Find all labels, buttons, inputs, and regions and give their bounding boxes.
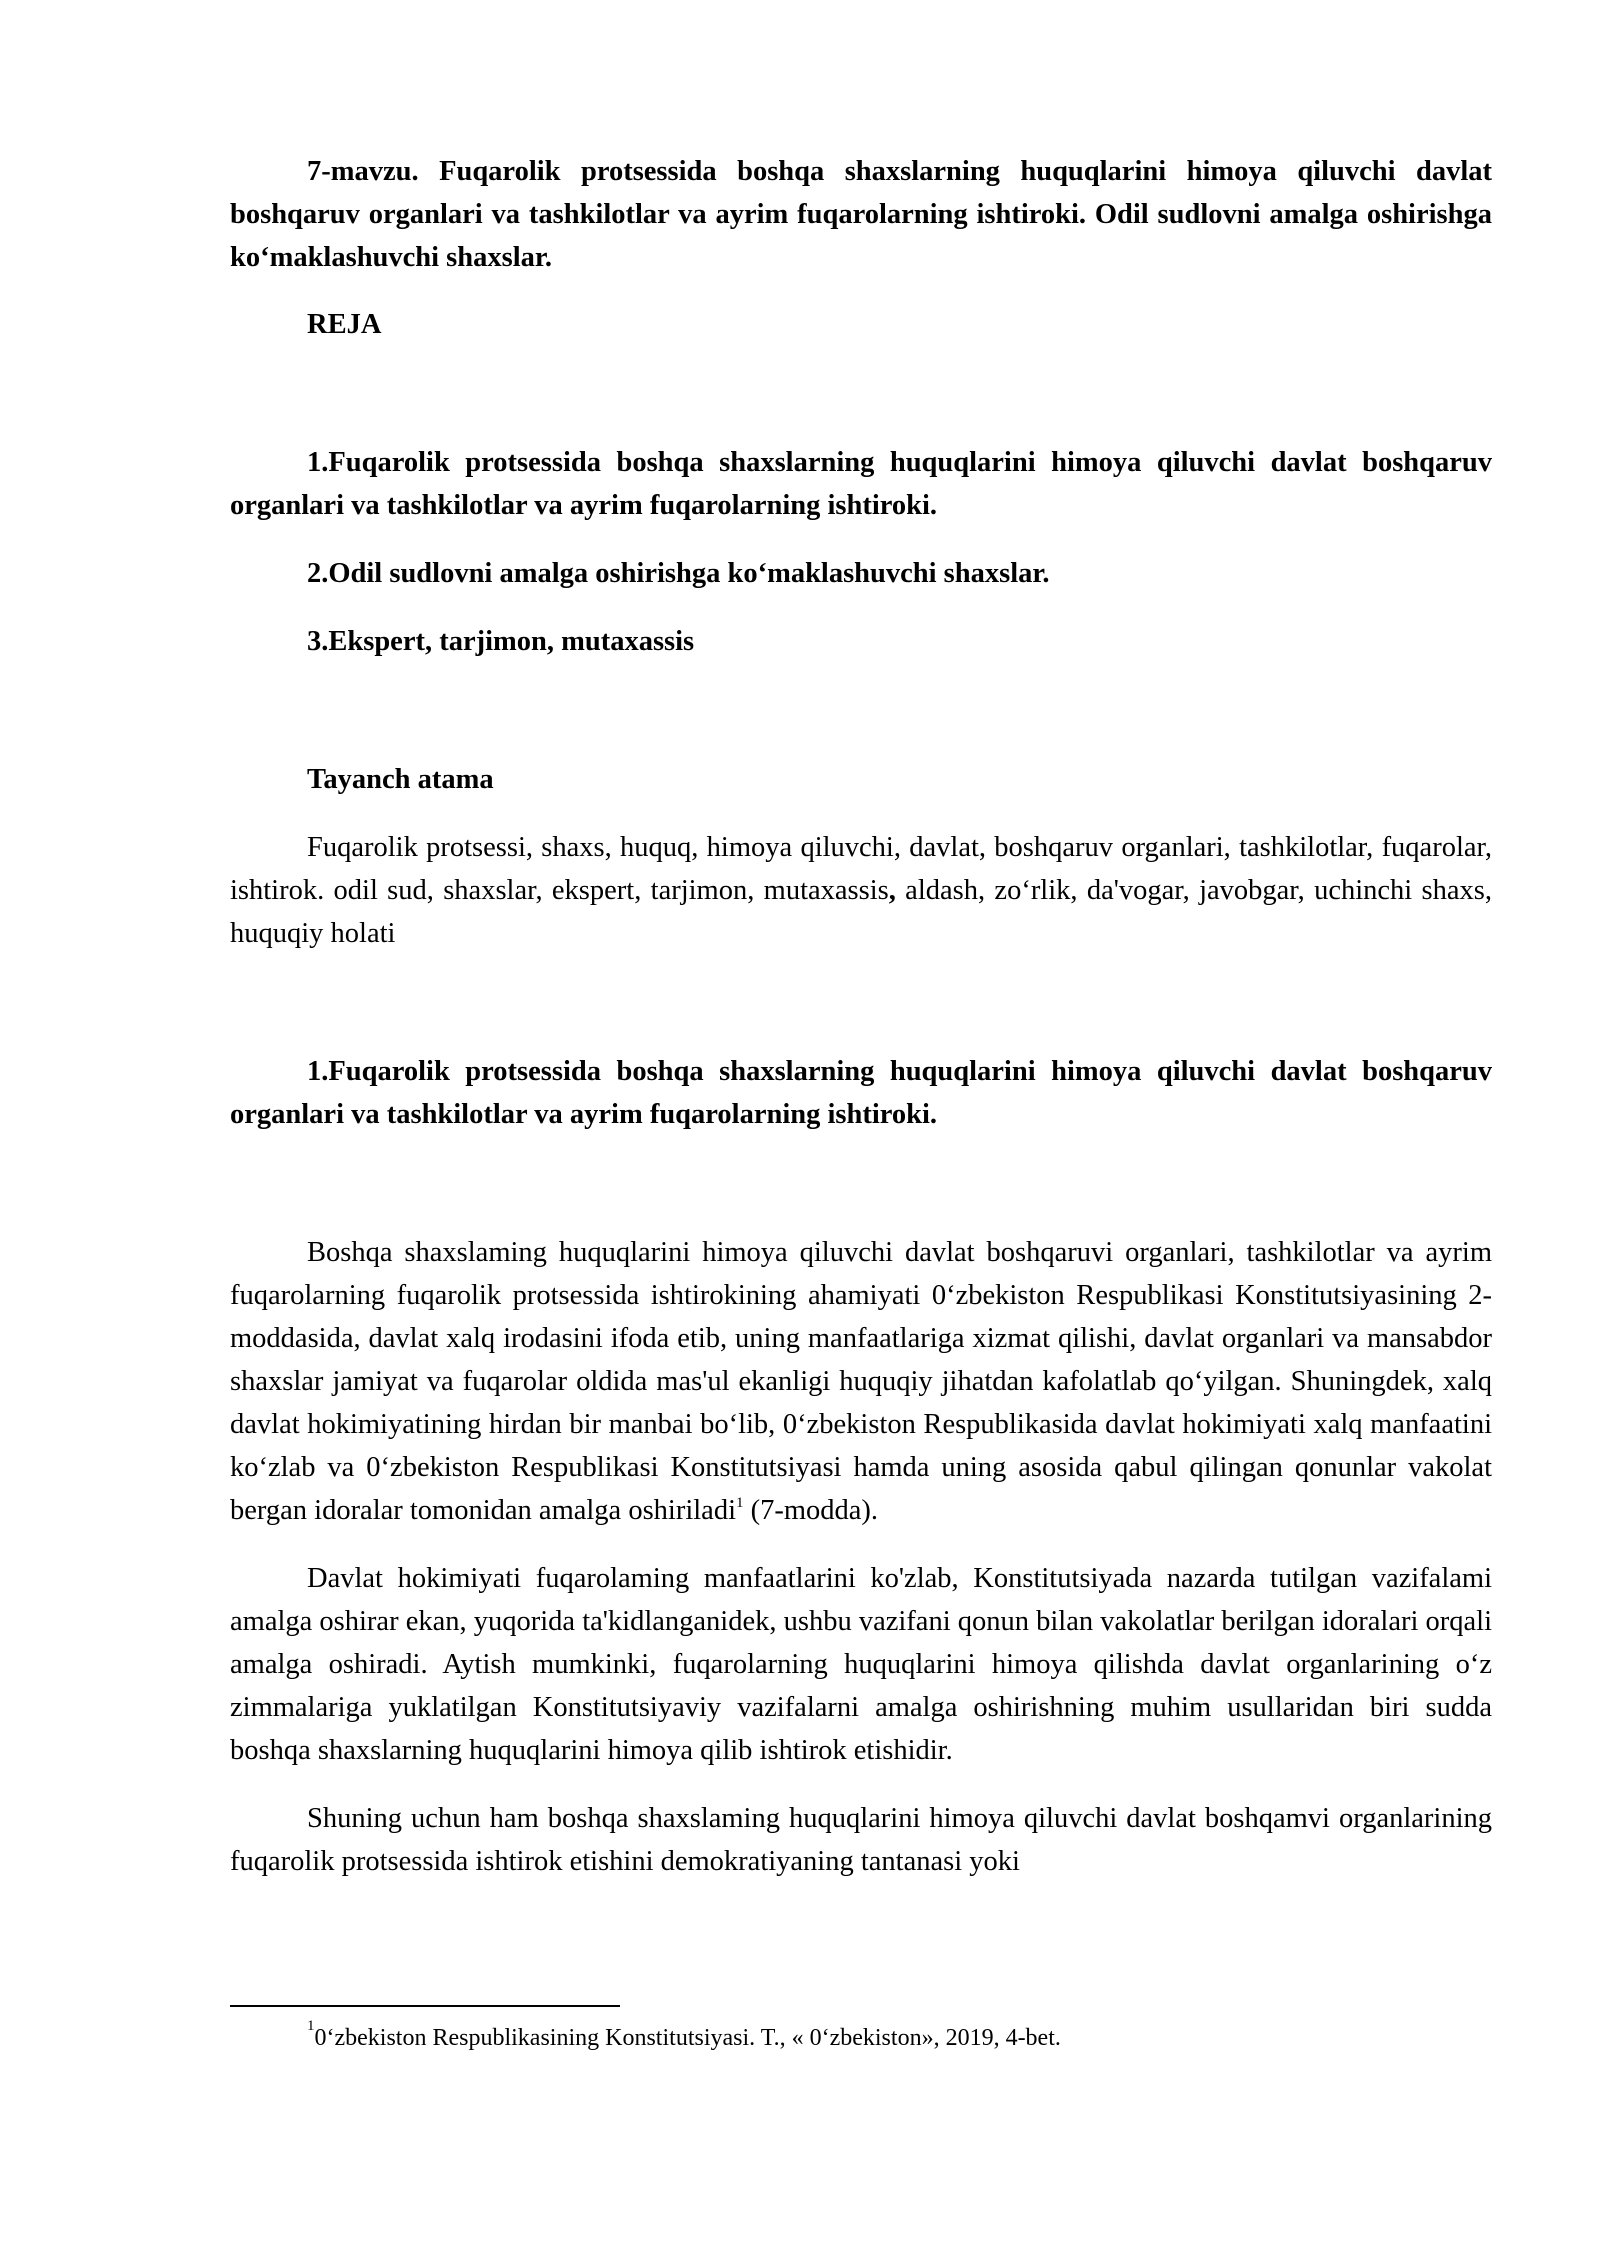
footnote-separator (230, 2005, 620, 2007)
paragraph-1-end: (7-modda). (743, 1495, 879, 1526)
plan-heading: REJA (307, 309, 382, 340)
section-heading: 1.Fuqarolik protsessida boshqa shaxslarning huquqlarini himoya qiluvchi davlat boshqaruv organlari va tashkilotlar va ayrim fuqarolarning ishtiroki. (230, 1056, 1492, 1130)
page-content (230, 150, 1492, 1883)
keywords-comma: , (888, 875, 896, 906)
plan-item-1: 1.Fuqarolik protsessida boshqa shaxslarning huquqlarini himoya qiluvchi davlat boshqaruv organlari va tashkilotlar va ayrim fuqarolarning ishtiroki. (230, 447, 1492, 521)
footnote (307, 2018, 1407, 2054)
body-paragraph-1 (230, 1231, 1492, 1532)
plan-item-3: 3.Ekspert, tarjimon, mutaxassis (307, 626, 695, 657)
body-paragraph-2: Davlat hokimiyati fuqarolaming manfaatlarini ko'zlab, Konstitutsiyada nazarda tutilgan vazifalami amalga oshirar ekan, yuqorida ta'kidlanganidek, ushbu vazifani qonun bilan vakolatlar berilgan idoralari orqali amalga oshiradi. Aytish mumkinki, fuqarolarning huquqlarini himoya qilishda davlat organlarining o‘z zimmalariga yuklatilgan Konstitutsiyaviy vazifalarni amalga oshirishning muhim usullaridan biri sudda boshqa shaxslarning huquqlarini himoya qilib ishtirok etishidir. (230, 1563, 1492, 1766)
keywords-text-part-2: aldash, zo‘rlik, da'vogar, javobgar, uchinchi shaxs, huquqiy holati (230, 875, 1492, 949)
keywords-heading: Tayanch atama (307, 764, 494, 795)
paragraph-1-text: Boshqa shaxslaming huquqlarini himoya qiluvchi davlat boshqaruvi organlari, tashkilotlar va ayrim fuqarolarning fuqarolik protsessida ishtirokining ahamiyati 0‘zbekiston Respublikasi Konstitutsiyasining 2-moddasida, davlat xalq irodasini ifoda etib, uning manfaatlariga xizmat qilishi, davlat organlari va mansabdor shaxslar jamiyat va fuqarolar oldida mas'ul ekanligi huquqiy jihatdan kafolatlab qo‘yilgan. Shuningdek, xalq davlat hokimiyatining hirdan bir manbai bo‘lib, 0‘zbekiston Respublikasida davlat hokimiyati xalq manfaatini ko‘zlab va 0‘zbekiston Respublikasi Konstitutsiyasi hamda uning asosida qabul qilingan qonunlar vakolat bergan idoralar tomonidan amalga oshiriladi (230, 1237, 1492, 1526)
body-paragraph-3: Shuning uchun ham boshqa shaxslaming huquqlarini himoya qiluvchi davlat boshqamvi organlarining fuqarolik protsessida ishtirok etishini demokratiyaning tantanasi yoki (230, 1803, 1492, 1877)
footnote-reference[interactable]: 1 (736, 1494, 744, 1511)
footnote-number: 1 (307, 2018, 315, 2034)
footnote-text: 0‘zbekiston Respublikasining Konstitutsiyasi. T., « 0‘zbekiston», 2019, 4-bet. (314, 2025, 1061, 2051)
plan-item-2: 2.Odil sudlovni amalga oshirishga ko‘maklashuvchi shaxslar. (307, 558, 1050, 589)
keywords-text-part-1: Fuqarolik protsessi, shaxs, huquq, himoya qiluvchi, davlat, boshqaruv organlari, tashkilotlar, fuqarolar, ishtirok. odil sud, shaxslar, ekspert, tarjimon, mutaxassis (230, 832, 1492, 906)
keywords-text (230, 826, 1492, 955)
topic-title: 7-mavzu. Fuqarolik protsessida boshqa shaxslarning huquqlarini himoya qiluvchi davlat boshqaruv organlari va tashkilotlar va ayrim fuqarolarning ishtiroki. Odil sudlovni amalga oshirishga ko‘maklashuvchi shaxslar. (230, 156, 1492, 273)
